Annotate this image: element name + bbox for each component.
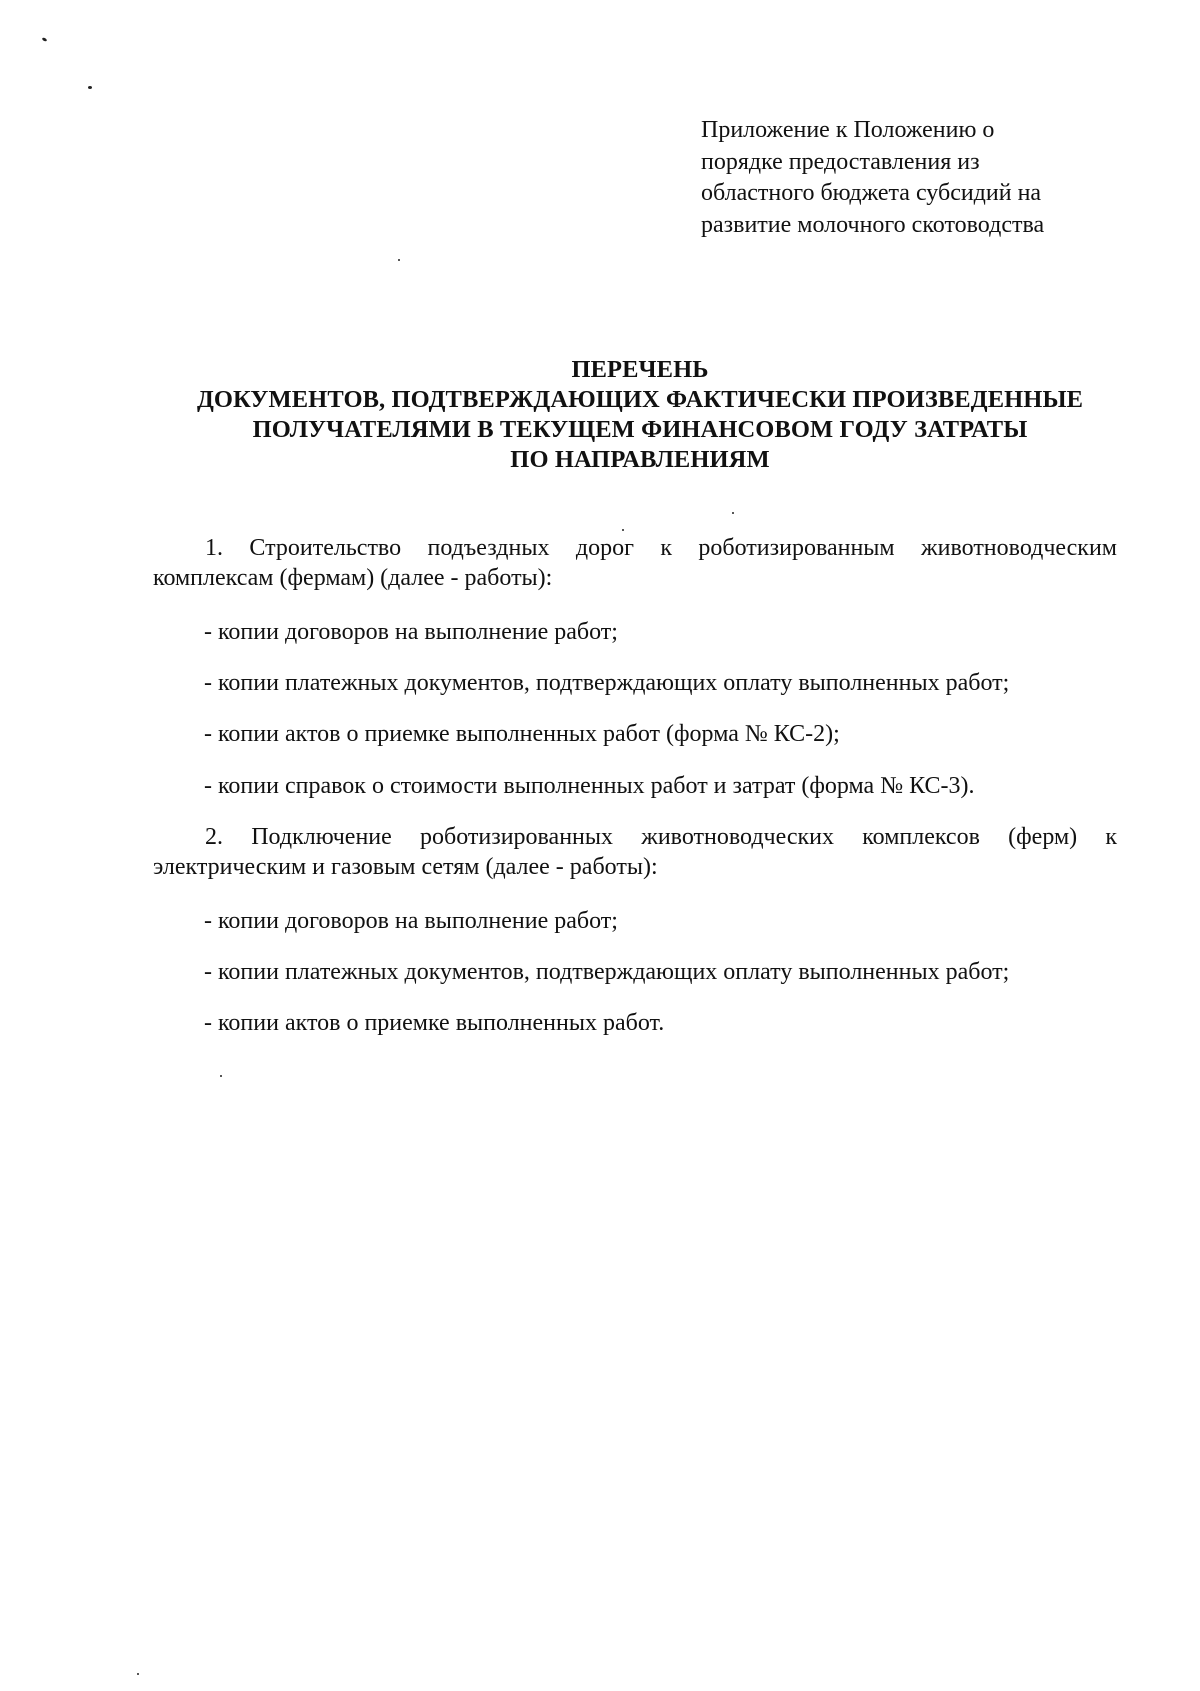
list-item: - копии актов о приемке выполненных работ. — [204, 1010, 665, 1036]
section-heading: 2. Подключение роботизированных животноводческих комплексов (ферм) к электрическим и газовым сетям (далее - работы): — [153, 824, 1117, 880]
section-heading: 1. Строительство подъездных дорог к роботизированным животноводческим комплексам (фермам) (далее - работы): — [153, 535, 1117, 591]
scan-speck — [88, 86, 92, 89]
title-line: ПЕРЕЧЕНЬ — [571, 356, 709, 383]
list-item: - копии платежных документов, подтверждающих оплату выполненных работ; — [204, 670, 1010, 696]
appendix-header-line: порядке предоставления из — [701, 148, 980, 175]
appendix-header-line: развитие молочного скотоводства — [701, 211, 1045, 238]
list-item: - копии договоров на выполнение работ; — [204, 619, 618, 645]
appendix-header-line: Приложение к Положению о — [701, 117, 995, 143]
list-item: - копии платежных документов, подтверждающих оплату выполненных работ; — [204, 959, 1010, 985]
title-line: ПО НАПРАВЛЕНИЯМ — [510, 446, 770, 473]
appendix-header — [701, 115, 1121, 241]
scan-speck — [42, 37, 48, 42]
scan-speck — [137, 1673, 139, 1675]
document-title — [100, 355, 1180, 475]
scan-speck — [220, 1075, 222, 1077]
scan-speck — [398, 259, 400, 261]
scan-speck — [732, 512, 734, 514]
list-item: - копии актов о приемке выполненных работ (форма № КС-2); — [204, 721, 840, 747]
scan-speck — [622, 529, 624, 531]
title-line: ДОКУМЕНТОВ, ПОДТВЕРЖДАЮЩИХ ФАКТИЧЕСКИ ПРОИЗВЕДЕННЫЕ — [196, 386, 1084, 413]
appendix-header-line: областного бюджета субсидий на — [701, 180, 1042, 206]
title-line: ПОЛУЧАТЕЛЯМИ В ТЕКУЩЕМ ФИНАНСОВОМ ГОДУ ЗАТРАТЫ — [252, 416, 1028, 443]
list-item: - копии договоров на выполнение работ; — [204, 908, 618, 934]
list-item: - копии справок о стоимости выполненных работ и затрат (форма № КС-3). — [204, 773, 975, 799]
